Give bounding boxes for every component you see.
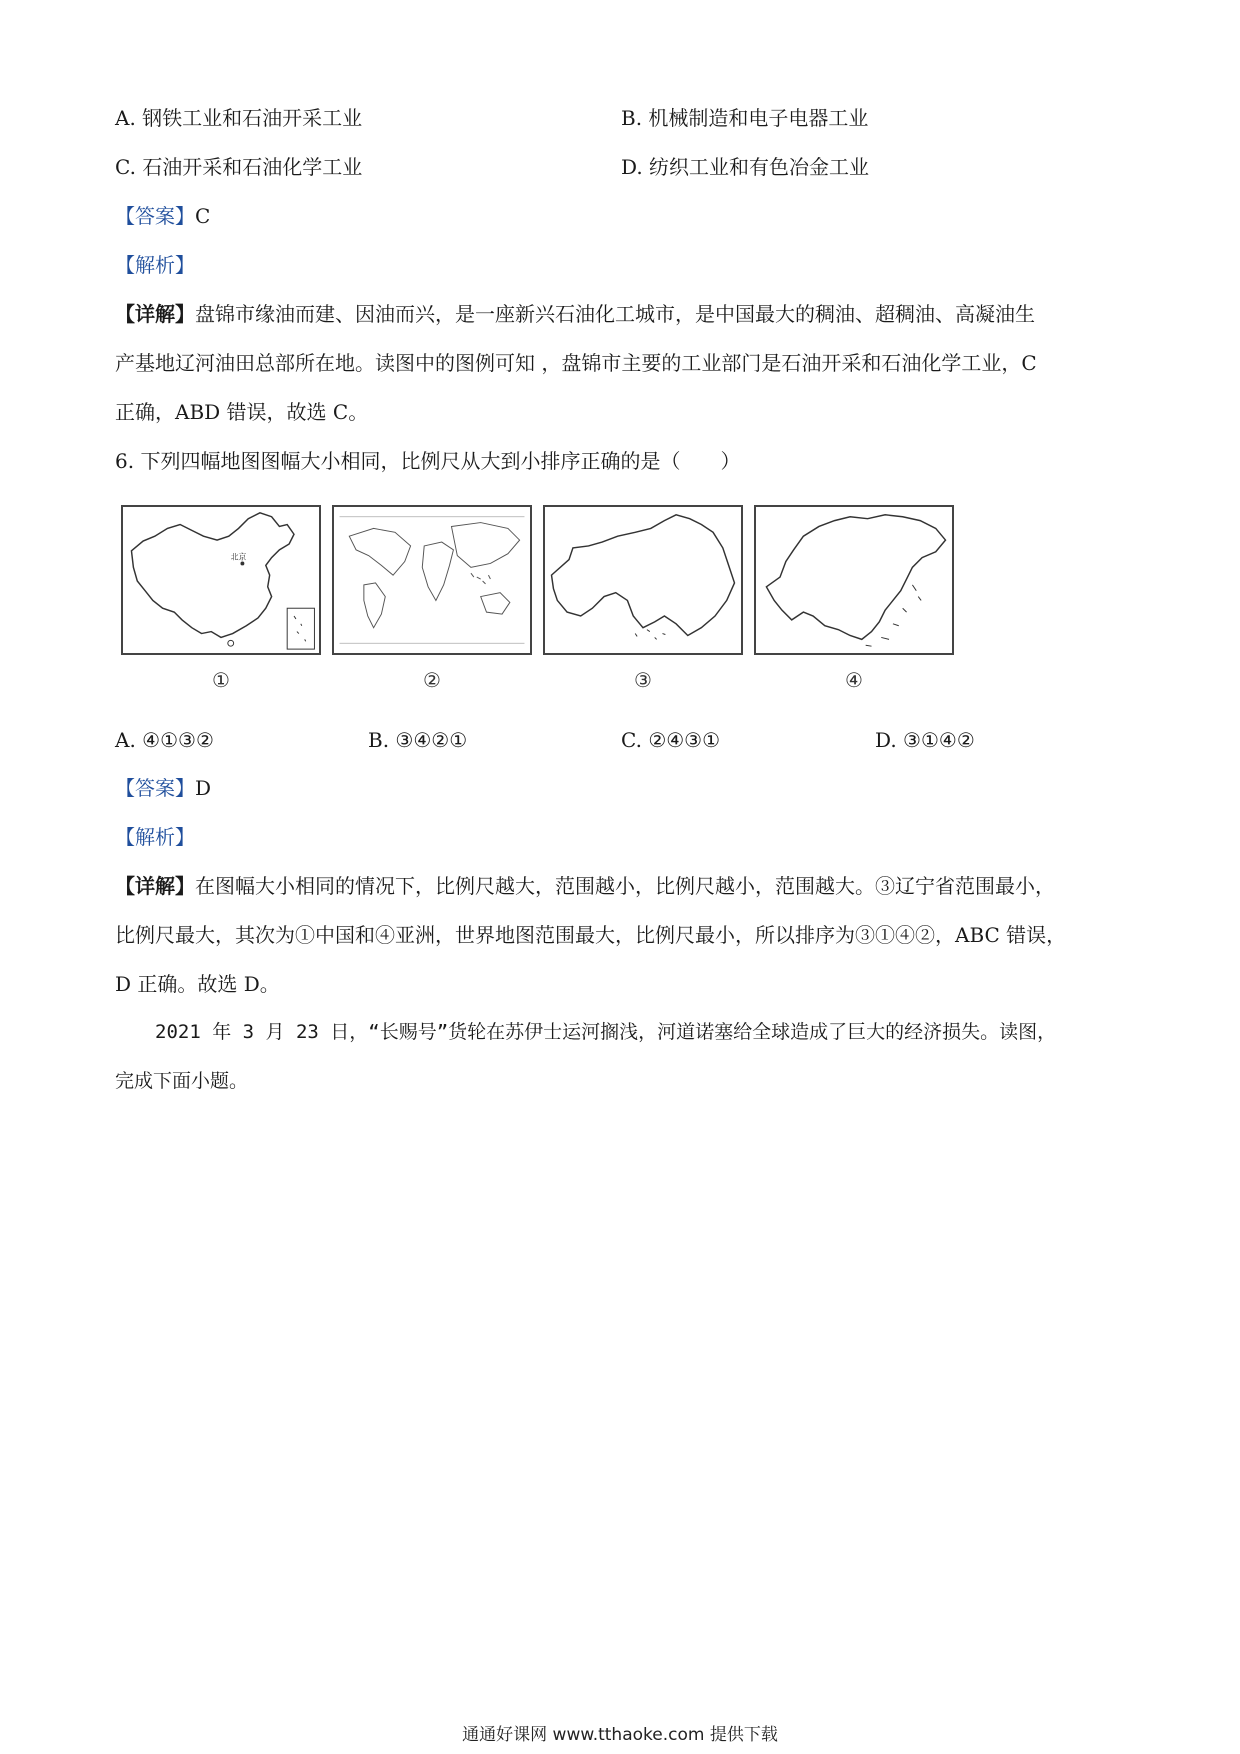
map-number-2: ② xyxy=(423,668,441,692)
asia-map-outline xyxy=(756,507,952,653)
passage-line-2: 完成下面小题。 xyxy=(115,1070,249,1092)
q6-detail-line-2: 比例尺最大，其次为①中国和④亚洲，世界地图范围最大，比例尺最小，所以排序为③①④②，ABC 错误， xyxy=(115,923,1067,947)
q5-option-c: C. 石油开采和石油化学工业 xyxy=(115,155,363,179)
beijing-label: 北京 xyxy=(230,552,247,562)
detail-tag: 【详解】 xyxy=(115,874,195,898)
q6-option-d: D. ③①④② xyxy=(875,728,975,752)
passage-line-1: 2021 年 3 月 23 日，“长赐号”货轮在苏伊士运河搁浅，河道诺塞给全球造成了巨大的经济损失。读图， xyxy=(155,1021,1057,1043)
q5-option-d: D. 纺织工业和有色冶金工业 xyxy=(621,155,870,179)
q5-analysis xyxy=(115,255,195,275)
q5-detail-line-1: 【详解】盘锦市缘油而建、因油而兴，是一座新兴石油化工城市，是中国最大的稠油、超稠油、高凝油生 xyxy=(115,302,1035,326)
world-map-outline xyxy=(334,507,530,653)
detail-tag: 【详解】 xyxy=(115,302,195,326)
q6-option-a: A. ④①③② xyxy=(115,728,214,752)
analysis-tag: 【解析】 xyxy=(115,825,195,849)
q6-option-c: C. ②④③① xyxy=(621,728,721,752)
liaoning-map-outline xyxy=(545,507,741,653)
world-map xyxy=(332,505,532,655)
q5-option-a: A. 钢铁工业和石油开采工业 xyxy=(115,106,363,130)
q6-answer: 【答案】D xyxy=(115,776,212,800)
china-map xyxy=(121,505,321,655)
q6-stem: 6. 下列四幅地图图幅大小相同，比例尺从大到小排序正确的是（ ） xyxy=(115,449,741,473)
answer-tag: 【答案】 xyxy=(115,776,195,800)
q6-detail-line-3: D 正确。故选 D。 xyxy=(115,972,280,996)
asia-map xyxy=(754,505,954,655)
map-number-1: ① xyxy=(212,668,230,692)
analysis-tag: 【解析】 xyxy=(115,253,195,277)
q6-option-b: B. ③④②① xyxy=(368,728,468,752)
map-number-3: ③ xyxy=(634,668,652,692)
liaoning-map xyxy=(543,505,743,655)
map-number-4: ④ xyxy=(845,668,863,692)
page-footer: 通通好课网 www.tthaoke.com 提供下载 xyxy=(462,1725,778,1745)
q5-option-b: B. 机械制造和电子电器工业 xyxy=(621,106,869,130)
q6-detail-line-1: 【详解】在图幅大小相同的情况下，比例尺越大，范围越小，比例尺越小，范围越大。③辽宁省范围最小， xyxy=(115,874,1055,898)
q5-answer: 【答案】C xyxy=(115,204,211,228)
q5-detail-line-2: 产基地辽河油田总部所在地。读图中的图例可知 ，盘锦市主要的工业部门是石油开采和石油化学工业，C xyxy=(115,351,1037,375)
q5-detail-line-3: 正确，ABD 错误，故选 C。 xyxy=(115,400,369,424)
china-map-outline xyxy=(123,507,319,653)
q6-analysis xyxy=(115,827,195,847)
answer-tag: 【答案】 xyxy=(115,204,195,228)
